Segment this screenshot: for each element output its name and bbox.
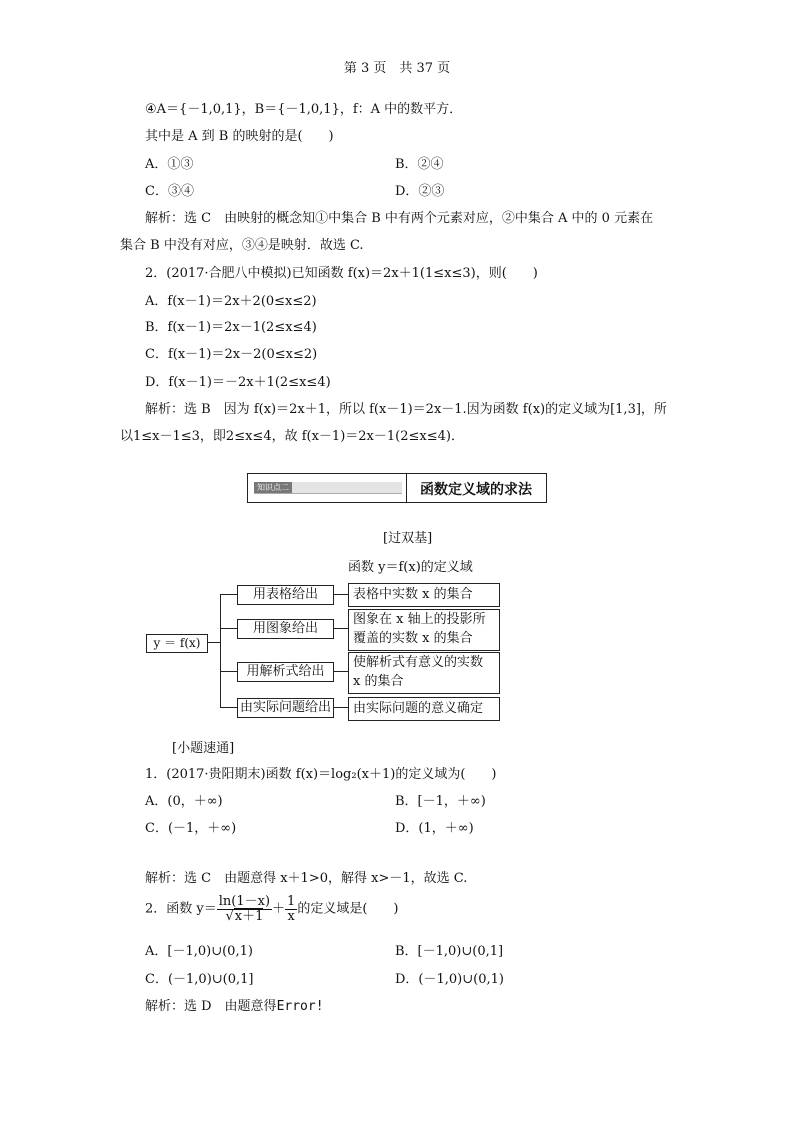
p4-denominator-2: x (287, 909, 295, 924)
result-graph-line-2: 覆盖的实数 x 的集合 (353, 631, 473, 646)
problem-3-title: 1．(2017·贵阳期末)函数 f(x)＝log₂(x＋1)的定义域为( ) (145, 767, 497, 782)
option-a: A．①③ (145, 157, 194, 172)
solution-2-line-2: 以1≤x－1≤3，即2≤x≤4，故 f(x－1)＝2x－1(2≤x≤4)． (120, 429, 464, 444)
problem-2-title: 2．(2017·合肥八中模拟)已知函数 f(x)＝2x＋1(1≤x≤3)，则( ) (145, 266, 538, 281)
solution-3: 解析：选 C 由题意得 x＋1>0，解得 x>－1，故选 C. (145, 871, 468, 886)
p4-radicand: x＋1 (234, 909, 264, 924)
section-header (247, 473, 547, 503)
solution-2-line-1: 解析：选 B 因为 f(x)＝2x＋1，所以 f(x－1)＝2x－1.因为函数 f(x)的定义域为[1,3]，所 (145, 402, 667, 417)
solution-4-error: Error! (276, 999, 324, 1014)
p4-fraction-1 (217, 895, 272, 924)
section-tag-bar (254, 482, 402, 494)
p4-plus: ＋ (272, 901, 286, 917)
question-line: 其中是 A 到 B 的映射的是( ) (145, 129, 334, 144)
solution-4 (145, 995, 324, 1014)
result-graph-line-1: 图象在 x 轴上的投影所 (353, 612, 486, 627)
p3-option-c: C．(－1，＋∞) (145, 821, 237, 836)
page-header: 第 3 页 共 37 页 (343, 61, 451, 76)
result-table (348, 583, 500, 607)
option-b: B．②④ (395, 157, 444, 172)
p4-option-b: B．[－1,0)∪(0,1] (395, 944, 504, 959)
xiao-ti-su-tong: [小题速通] (172, 741, 235, 756)
result-graph (348, 609, 500, 651)
p2-option-d: D．f(x－1)＝－2x＋1(2≤x≤4) (145, 375, 331, 390)
method-graph: 用图象给出 (237, 619, 334, 639)
option-c: C．③④ (145, 184, 194, 199)
result-formula-line-1: 使解析式有意义的实数 (353, 655, 484, 670)
method-table: 用表格给出 (237, 585, 334, 605)
p4-numerator: ln(1－x) (218, 894, 271, 909)
result-table-text: 表格中实数 x 的集合 (353, 587, 473, 602)
method-practical: 由实际问题给出 (237, 698, 334, 718)
p4-option-d: D．(－1,0)∪(0,1) (395, 972, 504, 987)
method-formula: 用解析式给出 (237, 662, 334, 682)
q4-line: ④A＝{－1,0,1}，B＝{－1,0,1}，f：A 中的数平方． (145, 102, 463, 117)
result-formula-line-2: x 的集合 (353, 674, 404, 689)
p4-fraction-2 (285, 895, 297, 924)
result-practical (348, 697, 500, 721)
p4-prefix: 2．函数 y＝ (145, 901, 217, 917)
section-tag: 知识点二 (254, 482, 292, 493)
p2-option-a: A．f(x－1)＝2x＋2(0≤x≤2) (145, 294, 317, 309)
p4-option-a: A．[－1,0)∪(0,1) (145, 944, 253, 959)
section-title: 函数定义域的求法 (420, 482, 532, 498)
p4-numerator-2: 1 (287, 894, 296, 909)
diagram-root: y ＝ f(x) (146, 634, 208, 653)
solution-1-line-2: 集合 B 中没有对应，③④是映射．故选 C. (120, 238, 364, 253)
problem-4-title (145, 895, 398, 924)
p3-option-b: B．[－1，＋∞) (395, 794, 486, 809)
p2-option-b: B．f(x－1)＝2x－1(2≤x≤4) (145, 320, 317, 335)
p2-option-c: C．f(x－1)＝2x－2(0≤x≤2) (145, 347, 318, 362)
p3-option-d: D．(1，＋∞) (395, 821, 474, 836)
option-d: D．②③ (395, 184, 445, 199)
solution-1-line-1: 解析：选 C 由映射的概念知①中集合 B 中有两个元素对应，②中集合 A 中的 0 元素在 (145, 211, 654, 226)
p4-denominator: √x＋1 (225, 909, 264, 924)
guo-shuang-ji: [过双基] (383, 531, 433, 546)
diagram-title: 函数 y＝f(x)的定义域 (348, 560, 473, 575)
result-formula (348, 652, 500, 694)
p3-option-a: A．(0，＋∞) (145, 794, 223, 809)
result-practical-text: 由实际问题的意义确定 (353, 701, 484, 716)
p4-suffix: 的定义域是( ) (297, 901, 399, 917)
solution-4-text: 解析：选 D 由题意得 (145, 999, 277, 1014)
p4-option-c: C．(－1,0)∪(0,1] (145, 972, 254, 987)
